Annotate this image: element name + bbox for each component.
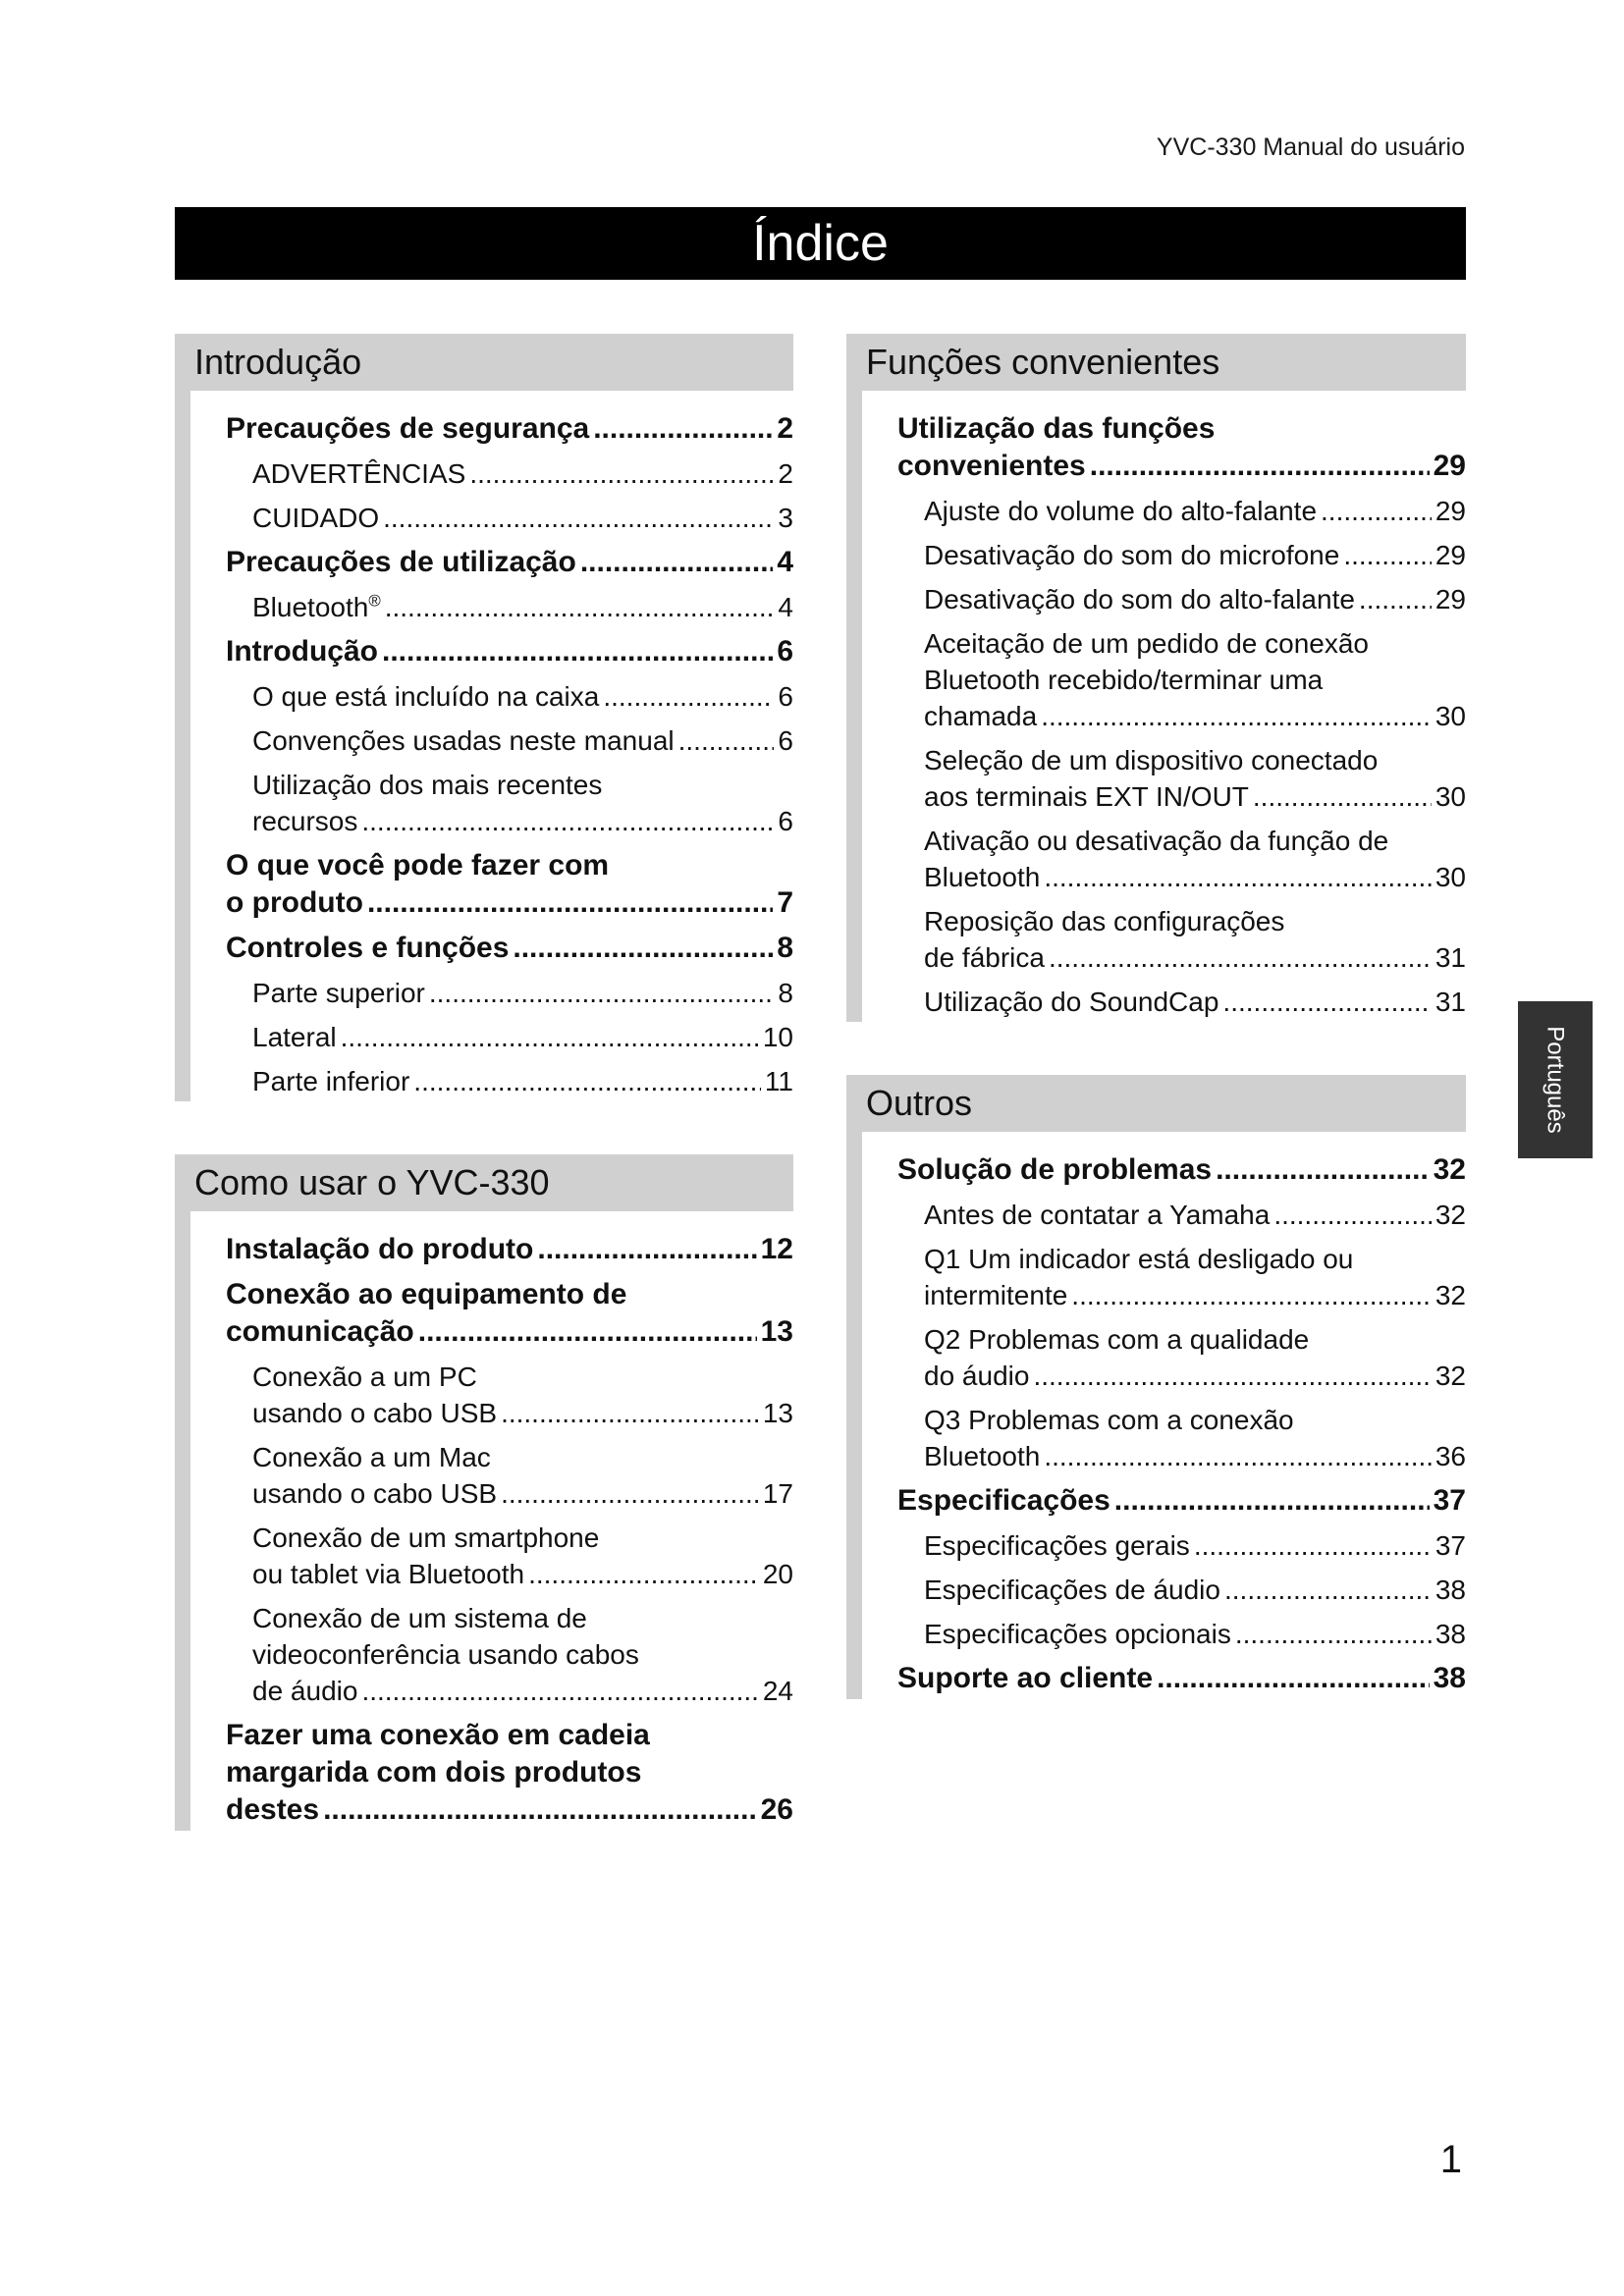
dot-leader	[367, 884, 773, 922]
toc-entry-lead: videoconferência usando cabos	[252, 1639, 639, 1670]
dot-leader	[603, 678, 774, 715]
dot-leader	[513, 930, 773, 967]
dot-leader	[385, 589, 775, 625]
toc-page-number: 7	[777, 886, 793, 919]
toc-entry-lead: Conexão de um sistema de	[252, 1603, 587, 1633]
dot-leader	[383, 500, 774, 536]
toc-entry-lead: Fazer uma conexão em cadeia	[226, 1719, 650, 1751]
toc-page-number: 6	[778, 681, 793, 712]
toc-entry-text: Ajuste do volume do alto-falante	[924, 496, 1318, 526]
toc-entry[interactable]	[897, 625, 1466, 734]
toc-page-number: 31	[1435, 987, 1466, 1017]
toc-page-number: 8	[777, 932, 793, 964]
toc-entry[interactable]	[897, 1402, 1466, 1474]
toc-entry-lead: Ativação ou desativação da função de	[924, 826, 1389, 856]
toc-entry[interactable]	[226, 1231, 793, 1268]
toc-entry-text: Especificações gerais	[924, 1530, 1190, 1561]
dot-leader	[537, 1231, 756, 1268]
toc-entry-lead: Bluetooth recebido/terminar uma	[924, 665, 1324, 695]
toc-entry-text: Parte superior	[252, 978, 425, 1008]
section-entries	[846, 391, 1466, 1022]
toc-entry[interactable]	[226, 847, 793, 922]
toc-entry[interactable]	[897, 537, 1466, 573]
toc-page-number: 32	[1435, 1200, 1466, 1230]
toc-page-number: 32	[1435, 1280, 1466, 1310]
section-title: Introdução	[175, 334, 793, 391]
section-entries	[846, 1132, 1466, 1699]
toc-entry-text: do áudio	[924, 1361, 1030, 1391]
dot-leader	[678, 722, 775, 759]
toc-entry[interactable]	[897, 1527, 1466, 1564]
dot-leader	[382, 633, 773, 670]
toc-entry-lead: Aceitação de um pedido de conexão	[924, 628, 1369, 659]
toc-page-number: 6	[778, 806, 793, 836]
toc-entry-lead: Utilização dos mais recentes	[252, 770, 603, 800]
toc-entry[interactable]	[897, 493, 1466, 529]
dot-leader	[323, 1791, 757, 1829]
toc-entry-text: Instalação do produto	[226, 1233, 534, 1265]
dot-leader	[1033, 1358, 1431, 1394]
toc-entry-lead: Reposição das configurações	[924, 906, 1285, 936]
toc-entry[interactable]	[226, 975, 793, 1011]
dot-leader	[1194, 1527, 1432, 1564]
toc-entry[interactable]	[897, 903, 1466, 976]
toc-entry[interactable]	[897, 1660, 1466, 1697]
toc-page-number: 37	[1435, 1530, 1466, 1561]
section-entries	[175, 391, 793, 1101]
toc-page-number: 38	[1435, 1575, 1466, 1605]
dot-leader	[501, 1475, 759, 1512]
dot-leader	[1157, 1660, 1430, 1697]
dot-leader	[1321, 493, 1432, 529]
toc-entry-text: Especificações	[897, 1484, 1110, 1517]
toc-entry-text: Parte inferior	[252, 1066, 410, 1096]
toc-entry-text: Precauções de segurança	[226, 412, 590, 445]
dot-leader	[593, 410, 773, 448]
section-outros	[846, 1075, 1466, 1699]
toc-page-number: 32	[1433, 1153, 1466, 1186]
dot-leader	[469, 455, 774, 492]
toc-entry[interactable]	[226, 1600, 793, 1709]
toc-entry-text: Solução de problemas	[897, 1153, 1213, 1186]
dot-leader	[341, 1019, 759, 1055]
toc-page-number: 38	[1435, 1619, 1466, 1649]
toc-entry-text: ADVERTÊNCIAS	[252, 458, 466, 489]
toc-entry[interactable]	[226, 500, 793, 536]
dot-leader	[528, 1556, 759, 1592]
toc-entry-text: convenientes	[897, 450, 1086, 482]
dot-leader	[501, 1395, 759, 1431]
toc-page-number: 30	[1435, 862, 1466, 892]
registered-mark: ®	[368, 591, 381, 611]
toc-entry-text: Convenções usadas neste manual	[252, 725, 675, 756]
toc-entry-text: de áudio	[252, 1676, 358, 1706]
toc-entry-text: Lateral	[252, 1022, 337, 1052]
dot-leader	[1071, 1277, 1432, 1313]
toc-page-number: 10	[762, 1022, 793, 1052]
toc-entry[interactable]	[226, 1019, 793, 1055]
toc-entry-text: o produto	[226, 886, 363, 919]
toc-entry-text: O que está incluído na caixa	[252, 681, 600, 712]
toc-page-number: 4	[778, 592, 793, 622]
toc-entry-label: Bluetooth	[252, 592, 369, 622]
dot-leader	[361, 1673, 758, 1709]
toc-entry-lead: Conexão a um Mac	[252, 1442, 491, 1472]
toc-page-number: 12	[760, 1233, 793, 1265]
toc-entry-text: Bluetooth	[924, 1441, 1041, 1471]
dot-leader	[1224, 1572, 1432, 1608]
toc-entry[interactable]	[897, 581, 1466, 617]
toc-page-number: 37	[1433, 1484, 1466, 1517]
toc-entry-text: comunicação	[226, 1315, 414, 1348]
toc-page-number: 2	[778, 458, 793, 489]
toc-entry-lead: margarida com dois produtos	[226, 1756, 642, 1789]
toc-entry-text: Precauções de utilização	[226, 546, 576, 578]
toc-entry-text: Utilização do SoundCap	[924, 987, 1219, 1017]
dot-leader	[429, 975, 775, 1011]
page-number: 1	[1439, 2138, 1462, 2181]
toc-entry[interactable]	[226, 1439, 793, 1512]
dot-leader	[1090, 448, 1430, 485]
toc-entry-text: CUIDADO	[252, 503, 380, 533]
toc-entry-lead: Conexão ao equipamento de	[226, 1278, 627, 1310]
section-title: Como usar o YVC-330	[175, 1154, 793, 1211]
toc-page-number: 6	[777, 635, 793, 667]
toc-entry[interactable]	[897, 742, 1466, 815]
toc-entry[interactable]	[897, 823, 1466, 895]
dot-leader	[1044, 859, 1432, 895]
toc-entry-text: Desativação do som do microfone	[924, 540, 1340, 570]
dot-leader	[413, 1063, 761, 1099]
toc-page-number: 29	[1435, 540, 1466, 570]
toc-page-number: 20	[762, 1559, 793, 1589]
toc-entry-text: Introdução	[226, 635, 378, 667]
toc-entry[interactable]	[226, 455, 793, 492]
toc-entry-text: recursos	[252, 806, 358, 836]
toc-page-number: 4	[777, 546, 793, 578]
toc-page-number: 17	[762, 1478, 793, 1509]
toc-entry[interactable]	[897, 1241, 1466, 1313]
toc-entry-text: Antes de contatar a Yamaha	[924, 1200, 1271, 1230]
toc-entry-text: aos terminais EXT IN/OUT	[924, 781, 1249, 812]
toc-entry[interactable]	[897, 984, 1466, 1020]
running-header: YVC-330 Manual do usuário	[1156, 133, 1465, 161]
toc-page-number: 29	[1433, 450, 1466, 482]
toc-entry[interactable]	[226, 1276, 793, 1351]
toc-entry-lead: O que você pode fazer com	[226, 849, 610, 881]
toc-entry[interactable]	[226, 410, 793, 448]
toc-page-number: 3	[778, 503, 793, 533]
toc-entry[interactable]	[226, 1359, 793, 1431]
toc-page-number: 29	[1435, 496, 1466, 526]
toc-page-number: 2	[777, 412, 793, 445]
toc-page-number: 11	[764, 1066, 793, 1096]
toc-entry-text: chamada	[924, 701, 1038, 731]
toc-entry[interactable]	[897, 1482, 1466, 1520]
page-title: Índice	[175, 207, 1466, 280]
toc-entry-text: Especificações opcionais	[924, 1619, 1231, 1649]
toc-entry[interactable]	[226, 930, 793, 967]
toc-page-number: 6	[778, 725, 793, 756]
toc-entry-text: usando o cabo USB	[252, 1398, 498, 1428]
toc-entry-text: Controles e funções	[226, 932, 510, 964]
dot-leader	[1049, 939, 1432, 976]
section-funcoes-convenientes	[846, 334, 1466, 1022]
section-entries	[175, 1211, 793, 1831]
dot-leader	[418, 1313, 757, 1351]
toc-page-number: 13	[762, 1398, 793, 1428]
dot-leader	[361, 803, 774, 839]
toc-entry[interactable]	[226, 722, 793, 759]
toc-entry[interactable]	[897, 1572, 1466, 1608]
dot-leader	[1235, 1616, 1432, 1652]
toc-entry-lead: Seleção de um dispositivo conectado	[924, 745, 1379, 775]
language-tab-label: Português	[1543, 1026, 1569, 1134]
toc-entry[interactable]	[226, 544, 793, 581]
toc-entry[interactable]	[226, 1717, 793, 1829]
section-introducao	[175, 334, 793, 1101]
toc-entry-text	[252, 589, 381, 625]
dot-leader	[1114, 1482, 1430, 1520]
dot-leader	[1273, 1197, 1432, 1233]
toc-page-number: 30	[1435, 781, 1466, 812]
toc-entry-lead: Conexão de um smartphone	[252, 1522, 600, 1553]
toc-entry-text: ou tablet via Bluetooth	[252, 1559, 525, 1589]
dot-leader	[1343, 537, 1432, 573]
dot-leader	[1222, 984, 1431, 1020]
toc-entry-text: Especificações de áudio	[924, 1575, 1220, 1605]
toc-page-number: 29	[1435, 584, 1466, 614]
toc-entry-text: Bluetooth	[924, 862, 1041, 892]
dot-leader	[1044, 1438, 1432, 1474]
dot-leader	[1253, 778, 1432, 815]
toc-page-number: 32	[1435, 1361, 1466, 1391]
toc-entry[interactable]	[226, 589, 793, 625]
toc-entry-lead: Utilização das funções	[897, 412, 1216, 445]
section-title: Outros	[846, 1075, 1466, 1132]
toc-page-number: 13	[760, 1315, 793, 1348]
toc-page-number: 38	[1433, 1662, 1466, 1694]
toc-entry-text: Desativação do som do alto-falante	[924, 584, 1355, 614]
toc-entry-lead: Q2 Problemas com a qualidade	[924, 1324, 1310, 1355]
toc-entry[interactable]	[226, 633, 793, 670]
toc-page-number: 30	[1435, 701, 1466, 731]
dot-leader	[1041, 698, 1432, 734]
toc-entry-lead: Conexão a um PC	[252, 1362, 477, 1392]
section-como-usar	[175, 1154, 793, 1831]
toc-entry[interactable]	[226, 678, 793, 715]
section-title: Funções convenientes	[846, 334, 1466, 391]
toc-entry[interactable]	[897, 1197, 1466, 1233]
toc-page-number: 26	[760, 1793, 793, 1826]
toc-entry[interactable]	[897, 1321, 1466, 1394]
toc-entry-text: usando o cabo USB	[252, 1478, 498, 1509]
dot-leader	[1359, 581, 1432, 617]
toc-entry-text: destes	[226, 1793, 320, 1826]
dot-leader	[580, 544, 773, 581]
toc-entry[interactable]	[897, 1616, 1466, 1652]
language-tab	[1518, 1001, 1593, 1158]
toc-entry[interactable]	[226, 1520, 793, 1592]
toc-entry[interactable]	[897, 1151, 1466, 1189]
dot-leader	[1216, 1151, 1430, 1189]
toc-entry-text: intermitente	[924, 1280, 1068, 1310]
toc-entry-text: Suporte ao cliente	[897, 1662, 1154, 1694]
toc-page-number: 8	[778, 978, 793, 1008]
toc-entry[interactable]	[897, 410, 1466, 485]
toc-entry-text: de fábrica	[924, 942, 1045, 973]
toc-page-number: 31	[1435, 942, 1466, 973]
toc-entry-lead: Q1 Um indicador está desligado ou	[924, 1244, 1354, 1274]
toc-entry[interactable]	[226, 1063, 793, 1099]
toc-entry[interactable]	[226, 767, 793, 839]
toc-page-number: 24	[762, 1676, 793, 1706]
toc-page-number: 36	[1435, 1441, 1466, 1471]
toc-entry-lead: Q3 Problemas com a conexão	[924, 1405, 1294, 1435]
